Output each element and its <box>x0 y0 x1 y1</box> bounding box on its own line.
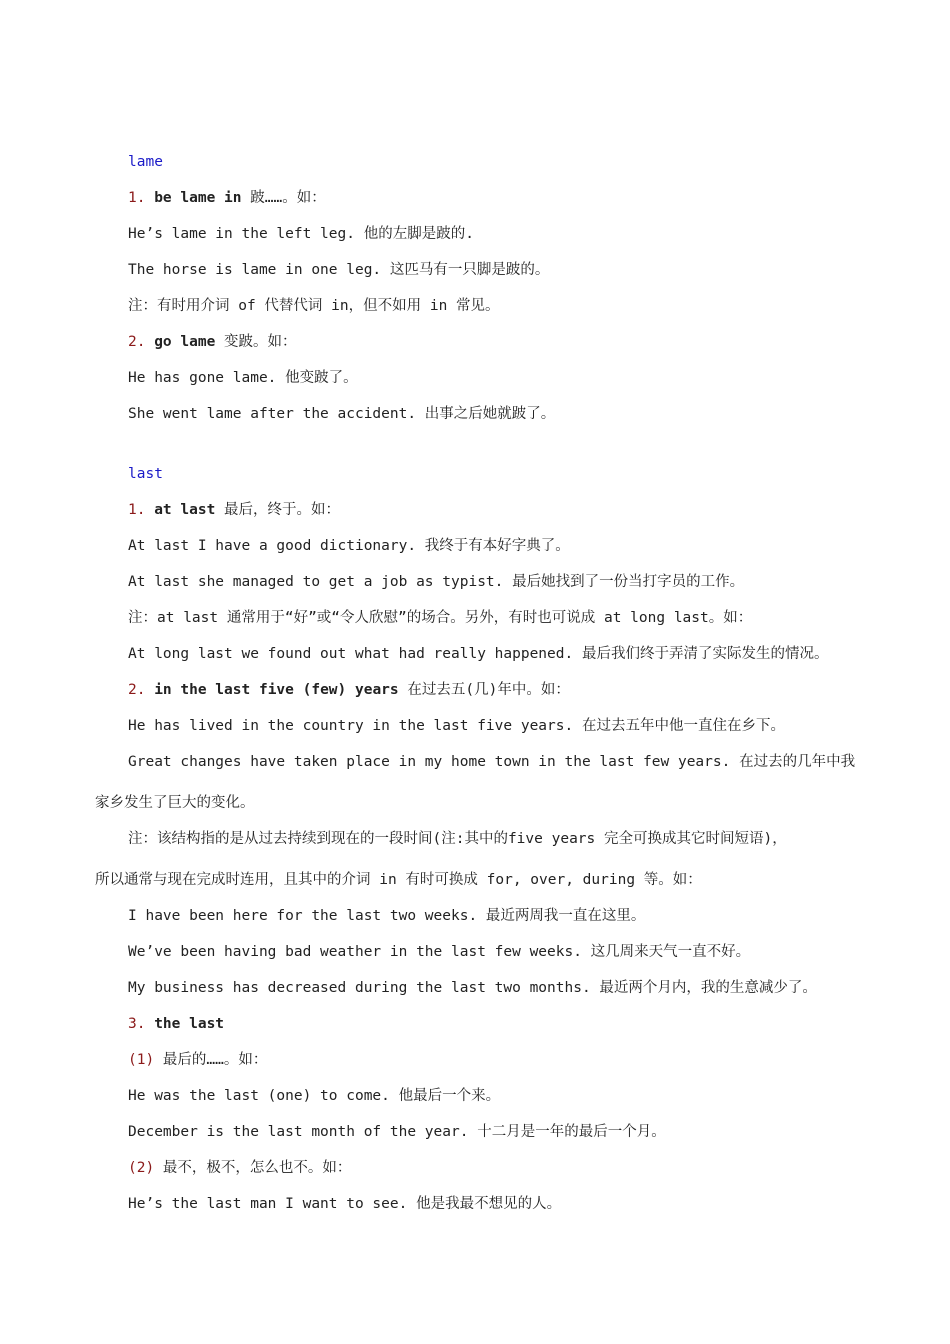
example-line: At last I have a good dictionary. 我终于有本好字典了。 <box>128 538 570 554</box>
example-line: We’ve been having bad weather in the last few weeks. 这几周来天气一直不好。 <box>128 944 751 960</box>
sense-number: 2. <box>128 334 146 350</box>
subsense-gloss: 最不，极不，怎么也不。如： <box>154 1160 352 1176</box>
subsense-number: (2) <box>128 1160 155 1176</box>
sense-phrase: at last <box>154 502 216 518</box>
sense-number: 1. <box>128 190 146 206</box>
sense-3-line <box>128 1014 224 1034</box>
sense-number: 2. <box>128 682 146 698</box>
example-line: My business has decreased during the last two months. 最近两个月内，我的生意减少了。 <box>128 980 817 996</box>
example-line: He has lived in the country in the last five years. 在过去五年中他一直住在乡下。 <box>128 718 785 734</box>
note-line-continued: 所以通常与现在完成时连用，且其中的介词 in 有时可换成 for, over, during 等。如： <box>95 872 702 888</box>
example-line: He has gone lame. 他变跛了。 <box>128 370 358 386</box>
sense-1-line <box>128 188 326 208</box>
note-line: 注：有时用介词 of 代替代词 in，但不如用 in 常见。 <box>128 298 500 314</box>
example-line: She went lame after the accident. 出事之后她就跛了。 <box>128 406 556 422</box>
example-line-continued: 家乡发生了巨大的变化。 <box>95 795 255 811</box>
sense-phrase: in the last five (few) years <box>154 682 399 698</box>
note-line: 注：at last 通常用于“好”或“令人欣慰”的场合。另外，有时也可说成 at long last。如： <box>128 610 753 626</box>
example-line: The horse is lame in one leg. 这匹马有一只脚是跛的。 <box>128 262 550 278</box>
example-line: At last she managed to get a job as typist. 最后她找到了一份当打字员的工作。 <box>128 574 745 590</box>
example-line: December is the last month of the year. 十二月是一年的最后一个月。 <box>128 1124 666 1140</box>
sense-phrase: go lame <box>154 334 216 350</box>
sense-gloss: 最后，终于。如： <box>215 502 341 518</box>
subsense-2-line <box>128 1158 351 1178</box>
sense-2-line <box>128 680 570 700</box>
entry-heading-last: last <box>128 466 163 482</box>
sense-number: 3. <box>128 1016 146 1032</box>
sense-number: 1. <box>128 502 146 518</box>
example-line: At long last we found out what had really happened. 最后我们终于弄清了实际发生的情况。 <box>128 646 829 662</box>
example-line: I have been here for the last two weeks. 最近两周我一直在这里。 <box>128 908 646 924</box>
example-line: He was the last (one) to come. 他最后一个来。 <box>128 1088 501 1104</box>
example-line: He’s lame in the left leg. 他的左脚是跛的. <box>128 226 474 242</box>
sense-2-line <box>128 332 297 352</box>
entry-heading-lame: lame <box>128 154 163 170</box>
subsense-1-line <box>128 1050 267 1070</box>
subsense-gloss: 最后的……。如： <box>154 1052 268 1068</box>
sense-phrase: the last <box>154 1016 225 1032</box>
sense-1-line <box>128 500 340 520</box>
sense-phrase: be lame in <box>154 190 242 206</box>
example-line: Great changes have taken place in my home town in the last few years. 在过去的几年中我 <box>128 754 856 770</box>
sense-gloss: 变跛。如： <box>215 334 297 350</box>
sense-gloss: 跛……。如： <box>241 190 326 206</box>
sense-gloss: 在过去五(几)年中。如： <box>398 682 570 698</box>
example-line: He’s the last man I want to see. 他是我最不想见的人。 <box>128 1196 562 1212</box>
subsense-number: (1) <box>128 1052 155 1068</box>
note-line: 注：该结构指的是从过去持续到现在的一段时间(注:其中的five years 完全可换成其它时间短语)， <box>128 831 787 847</box>
